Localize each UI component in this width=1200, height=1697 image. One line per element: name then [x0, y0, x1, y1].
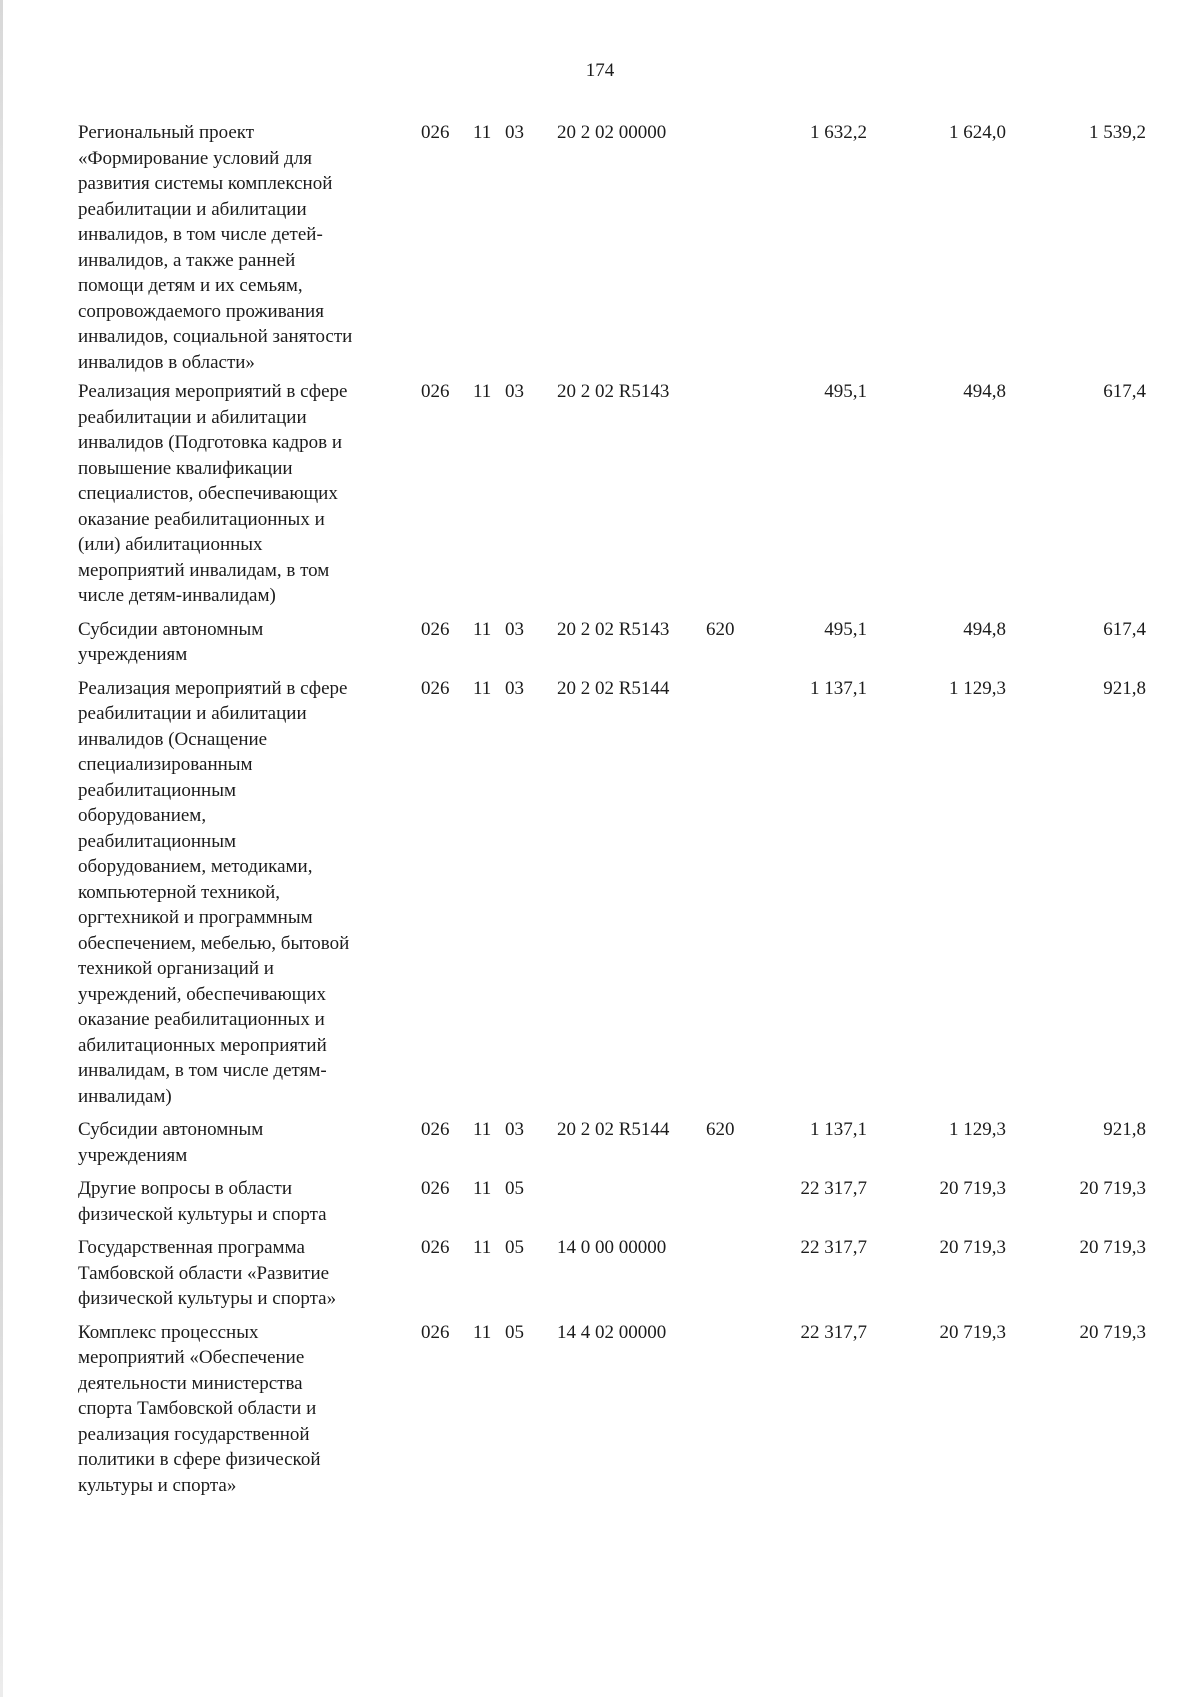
cell-target-article: 20 2 02 R5143: [557, 618, 670, 640]
row-name: [78, 379, 408, 609]
row-name: [78, 1117, 408, 1168]
row-name-line: мероприятий «Обеспечение: [78, 1347, 305, 1368]
row-name-line: инвалидов в области»: [78, 351, 255, 373]
table-row: [78, 1320, 1158, 1499]
row-name-line: обеспечением, мебелью, бытовой: [78, 932, 350, 954]
cell-amount-2: 1 624,0: [949, 122, 1006, 143]
row-name-line: деятельности министерства: [78, 1372, 303, 1394]
cell-target-article: 20 2 02 R5144: [557, 1119, 670, 1140]
row-name-line: инвалидов (Подготовка кадров и: [78, 432, 343, 453]
row-name-line: реабилитации и абилитации: [78, 198, 307, 220]
row-name-line: Комплекс процессных: [78, 1321, 259, 1343]
cell-amount-1: 22 317,7: [800, 1178, 867, 1199]
cell-section: 11: [473, 677, 492, 699]
cell-amount-3: 921,8: [1103, 1119, 1146, 1140]
row-name-line: числе детям-инвалидам): [78, 585, 276, 606]
cell-amount-2: 20 719,3: [939, 1237, 1006, 1258]
cell-expense-type: 620: [706, 618, 735, 640]
row-name-line: Субсидии автономным: [78, 1119, 264, 1140]
row-name: [78, 1235, 408, 1312]
row-name-line: спорта Тамбовской области и: [78, 1398, 317, 1419]
cell-section: 11: [473, 1321, 492, 1343]
row-name-line: оборудованием,: [78, 805, 207, 826]
table-row: [78, 1235, 1158, 1312]
row-name-line: оказание реабилитационных и: [78, 1009, 325, 1030]
row-name-line: оборудованием, методиками,: [78, 856, 313, 877]
cell-amount-2: 1 129,3: [949, 1119, 1006, 1140]
row-name-line: сопровождаемого проживания: [78, 300, 324, 322]
row-name-line: инвалидов (Оснащение: [78, 728, 268, 750]
cell-grbs: 026: [421, 1237, 450, 1258]
row-name-line: инвалидам): [78, 1085, 172, 1107]
row-name-line: инвалидов, социальной занятости: [78, 326, 353, 347]
row-name-line: Реализация мероприятий в сфере: [78, 381, 348, 402]
row-name-line: реабилитации и абилитации: [78, 703, 307, 724]
row-name-line: инвалидов, а также ранней: [78, 249, 296, 271]
row-name-line: физической культуры и спорта: [78, 1203, 327, 1225]
cell-amount-1: 1 632,2: [810, 122, 867, 143]
cell-amount-2: 20 719,3: [939, 1178, 1006, 1199]
cell-amount-1: 22 317,7: [800, 1237, 867, 1258]
cell-subsection: 05: [505, 1178, 524, 1199]
cell-target-article: 20 2 02 R5143: [557, 381, 670, 402]
cell-grbs: 026: [421, 381, 450, 402]
table-row: [78, 1117, 1158, 1168]
table-row: [78, 1176, 1158, 1227]
row-name: [78, 120, 408, 375]
cell-section: 11: [473, 618, 492, 640]
cell-amount-2: 494,8: [963, 618, 1006, 640]
row-name-line: инвалидов, в том числе детей-: [78, 224, 323, 245]
table-row: [78, 120, 1158, 375]
cell-amount-3: 1 539,2: [1089, 122, 1146, 143]
row-name-line: оргтехникой и программным: [78, 907, 313, 928]
cell-amount-1: 1 137,1: [810, 677, 867, 699]
cell-grbs: 026: [421, 618, 450, 640]
row-name: [78, 1320, 408, 1499]
cell-section: 11: [473, 1237, 492, 1258]
cell-amount-1: 495,1: [824, 381, 867, 402]
cell-amount-2: 20 719,3: [939, 1321, 1006, 1343]
table-row: [78, 676, 1158, 1110]
table-row: [78, 379, 1158, 609]
cell-amount-3: 921,8: [1103, 677, 1146, 699]
row-name-line: мероприятий инвалидам, в том: [78, 559, 330, 581]
scan-edge: [0, 0, 3, 1697]
cell-amount-3: 617,4: [1103, 381, 1146, 402]
row-name-line: учреждениям: [78, 1144, 188, 1166]
row-name-line: Другие вопросы в области: [78, 1178, 293, 1199]
cell-grbs: 026: [421, 1178, 450, 1199]
cell-subsection: 03: [505, 677, 524, 699]
row-name-line: учреждениям: [78, 644, 188, 665]
row-name: [78, 1176, 408, 1227]
cell-amount-3: 617,4: [1103, 618, 1146, 640]
row-name-line: инвалидам, в том числе детям-: [78, 1060, 327, 1081]
cell-subsection: 05: [505, 1237, 524, 1258]
row-name-line: абилитационных мероприятий: [78, 1034, 327, 1056]
cell-section: 11: [473, 122, 492, 143]
row-name-line: культуры и спорта»: [78, 1474, 237, 1496]
row-name-line: развития системы комплексной: [78, 173, 333, 194]
row-name-line: физической культуры и спорта»: [78, 1288, 337, 1309]
row-name-line: Реализация мероприятий в сфере: [78, 677, 348, 699]
row-name-line: Региональный проект: [78, 122, 255, 143]
cell-target-article: 20 2 02 R5144: [557, 677, 670, 699]
row-name-line: реабилитации и абилитации: [78, 406, 307, 428]
cell-expense-type: 620: [706, 1119, 735, 1140]
cell-amount-1: 1 137,1: [810, 1119, 867, 1140]
row-name-line: техникой организаций и: [78, 958, 274, 979]
row-name: [78, 676, 408, 1110]
budget-table: [78, 120, 1158, 1498]
cell-subsection: 03: [505, 381, 524, 402]
row-name-line: реабилитационным: [78, 830, 237, 852]
row-name-line: учреждений, обеспечивающих: [78, 983, 326, 1005]
row-name-line: повышение квалификации: [78, 457, 293, 479]
cell-grbs: 026: [421, 677, 450, 699]
row-name-line: «Формирование условий для: [78, 147, 312, 169]
cell-amount-1: 495,1: [824, 618, 867, 640]
cell-amount-3: 20 719,3: [1079, 1178, 1146, 1199]
row-name-line: специалистов, обеспечивающих: [78, 483, 338, 504]
cell-section: 11: [473, 1119, 492, 1140]
cell-grbs: 026: [421, 1321, 450, 1343]
cell-section: 11: [473, 1178, 492, 1199]
cell-grbs: 026: [421, 122, 450, 143]
cell-amount-1: 22 317,7: [800, 1321, 867, 1343]
row-name-line: Субсидии автономным: [78, 618, 264, 640]
cell-target-article: 20 2 02 00000: [557, 122, 667, 143]
cell-subsection: 03: [505, 618, 524, 640]
cell-subsection: 05: [505, 1321, 524, 1343]
table-row: [78, 617, 1158, 668]
row-name-line: Тамбовской области «Развитие: [78, 1262, 330, 1284]
cell-subsection: 03: [505, 122, 524, 143]
row-name-line: помощи детям и их семьям,: [78, 275, 303, 296]
cell-amount-3: 20 719,3: [1079, 1237, 1146, 1258]
row-name-line: (или) абилитационных: [78, 534, 263, 555]
row-name-line: оказание реабилитационных и: [78, 508, 325, 530]
row-name-line: политики в сфере физической: [78, 1449, 321, 1470]
cell-target-article: 14 0 00 00000: [557, 1237, 667, 1258]
page-number: 174: [585, 60, 615, 81]
cell-amount-3: 20 719,3: [1079, 1321, 1146, 1343]
row-name-line: специализированным: [78, 754, 253, 775]
cell-target-article: 14 4 02 00000: [557, 1321, 667, 1343]
row-name-line: реализация государственной: [78, 1423, 310, 1445]
row-name-line: реабилитационным: [78, 779, 237, 801]
cell-amount-2: 1 129,3: [949, 677, 1006, 699]
cell-grbs: 026: [421, 1119, 450, 1140]
row-name: [78, 617, 408, 668]
row-name-line: компьютерной техникой,: [78, 881, 281, 903]
row-name-line: Государственная программа: [78, 1237, 305, 1258]
cell-subsection: 03: [505, 1119, 524, 1140]
cell-amount-2: 494,8: [963, 381, 1006, 402]
cell-section: 11: [473, 381, 492, 402]
